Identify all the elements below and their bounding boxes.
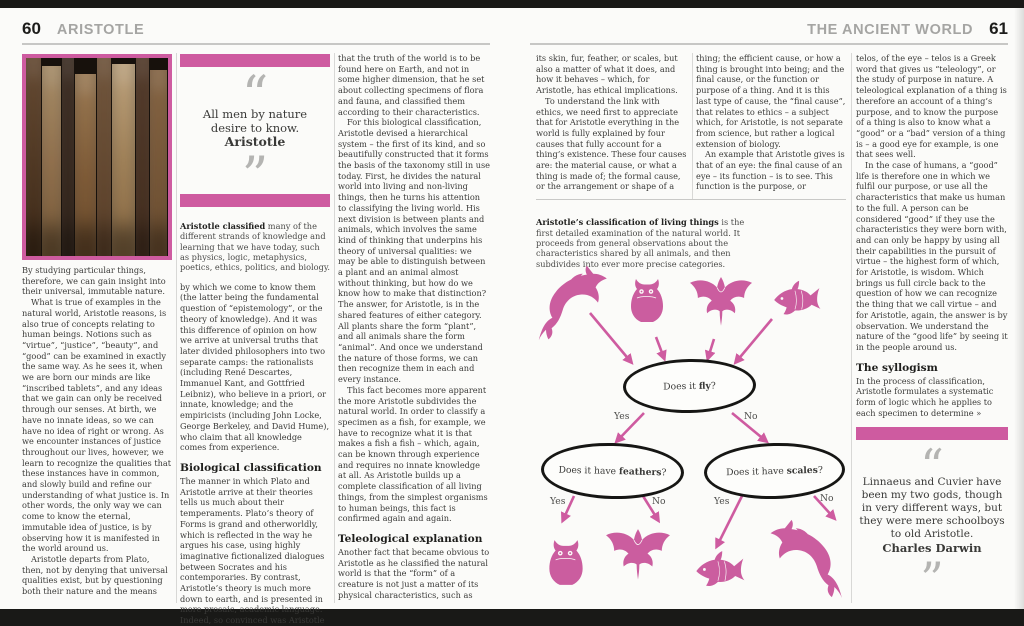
right-page-header bbox=[807, 19, 1008, 39]
body-paragraph: that the truth of the world is to be found here on Earth, and not in some higher dimension, that he set about collecting specimens of flora and fauna, and classified them according to their characteristics. bbox=[338, 53, 485, 117]
label-no: No bbox=[744, 411, 758, 422]
darwin-quote-text: Linnaeus and Cuvier have been my two gods, though in very different ways, but they were mere schoolboys to old Aristotle. bbox=[859, 475, 1005, 540]
body-paragraph: By studying particular things, therefore, we can gain insight into their universal, immutable nature. bbox=[22, 265, 166, 297]
body-paragraph: To understand the link with ethics, we need first to appreciate that for Aristotle everything in the world is fully explained by four causes that fully account for a thing’s existence. These four causes are: the material cause, or what a thing is made of; the formal cause, or the arrangement or shape of a bbox=[536, 95, 687, 192]
body-paragraph: An example that Aristotle gives is that of an eye: the final cause of an eye – its function – is to see. This function is the purpose, or bbox=[696, 149, 845, 192]
body-paragraph: Another fact that became obvious to Aristotle as he classified the natural world is that the “form” of a creature is not just a matter of its physical characteristics, such as bbox=[338, 546, 490, 600]
column-divider bbox=[851, 53, 852, 603]
quote-open-icon: “ bbox=[241, 67, 269, 105]
decision-node-scales: Does it have scales? bbox=[703, 441, 845, 501]
column-divider bbox=[176, 53, 177, 603]
fish-icon bbox=[676, 543, 762, 597]
caption-rule bbox=[536, 199, 846, 200]
darwin-quote-box bbox=[856, 427, 1008, 592]
owl-icon bbox=[540, 521, 592, 603]
label-yes: Yes bbox=[550, 496, 566, 507]
label-yes: Yes bbox=[614, 411, 630, 422]
quote-open-icon: “ bbox=[920, 439, 944, 474]
left-column-1 bbox=[22, 265, 172, 597]
pink-bar bbox=[856, 427, 1008, 440]
column-divider bbox=[692, 53, 693, 200]
books-photo bbox=[22, 54, 172, 260]
body-paragraph: This fact becomes more apparent the more Aristotle subdivides the natural world. In order to classify a specimen as a fish, for example, we have to recognize what it is that makes a fish a fish – which, again, can be known through experience and requires no innate knowledge at all. As Aristotle builds up a complete classification of all living things, from the simplest organisms to human beings, this fact is confirmed again and again. bbox=[338, 384, 488, 524]
diagram-caption: Aristotle’s classification of living things is the first detailed examination of the natural world. It proceeds from general observations about the characteristics shared by all animals, and then subdivides into ever more precise categories. bbox=[536, 217, 745, 269]
quote-close-icon: ” bbox=[920, 553, 944, 592]
section-title-right: THE ANCIENT WORLD bbox=[807, 22, 974, 38]
subheading-the-syllogism: The syllogism bbox=[856, 361, 938, 374]
book-spine bbox=[75, 74, 96, 256]
pink-bar bbox=[180, 54, 330, 67]
image-caption: Aristotle classified many of the different strands of knowledge and learning that we have today, such as physics, logic, metaphysics, poetics, ethics, politics, and biology. bbox=[180, 220, 330, 273]
body-paragraph: by which we come to know them (the latter being the fundamental question of “epistemology”, or the theory of knowledge). And it was this difference of opinion on how we arrive at universal truths that later divided philosophers into two separate camps: the rationalists (including René Descartes, Immanuel Kant, and Gottfried Leibniz), who believe in a priori, or innate, knowledge; and the empiricists (including John Locke, George Berkeley, and David Hume), who claim that all knowledge comes from experience. bbox=[180, 281, 330, 453]
quote-close-icon: ” bbox=[241, 147, 269, 190]
book-spine bbox=[112, 64, 135, 256]
caption-lead: Aristotle classified bbox=[180, 220, 266, 231]
body-paragraph: For this biological classification, Aristotle devised a hierarchical system – the first of its kind, and so beautifully constructed that it forms the basis of the taxonomy still in use today. First, he divides the natural world into living and non-living things, then he turns his attention to classifying the living world. His next division is between plants and animals, which involves the same kind of thinking that underpins his theory of universal qualities: we may be able to distinguish between a plant and an animal almost without thinking, but how do we know how to make that distinction? The answer, for Aristotle, is in the shared features of either category. All plants share the form “plant”, and all animals share the form “animal”. And once we understand the nature of those forms, we can then recognize them in each and every instance. bbox=[338, 117, 491, 385]
right-column-1 bbox=[536, 53, 688, 192]
right-column-2 bbox=[696, 53, 846, 192]
body-paragraph: The manner in which Plato and Aristotle arrive at their theories tells us much about their temperaments. Plato’s theory of Forms is grand and otherworldly, which is reflected in the way he argues his case, using highly imaginative fictionalized dialogues between Socrates and his contemporaries. By contrast, Aristotle’s theory is much more down to earth, and is presented in more prosaic, academic language. Indeed, so convinced was Aristotle bbox=[180, 475, 325, 626]
dolphin-icon bbox=[762, 519, 848, 603]
pink-bar bbox=[180, 194, 330, 207]
body-paragraph: What is true of examples in the natural world, Aristotle reasons, is also true of concepts relating to human beings. Notions such as “virtue”, “justice”, “beauty”, and “good” can be examined in exactly the same way. As he sees it, when we are born our minds are like “inscribed tablets”, and any ideas that we gain can only be received through our senses. At birth, we have no innate ideas, so we can have no idea of right or wrong. As we encounter instances of justice throughout our lives, however, we learn to recognize the qualities that these instances have in common, and slowly build and refine our understanding of what justice is. In other words, the only way we can come to know the eternal, immutable idea of justice, is by observing how it is manifested in the world around us. bbox=[22, 297, 172, 554]
book-spine bbox=[26, 58, 41, 256]
body-paragraph: In the process of classification, Aristotle formulates a systematic form of logic which he applies to each specimen to determine » bbox=[856, 375, 994, 418]
book-spine bbox=[136, 58, 149, 256]
label-yes: Yes bbox=[714, 496, 730, 507]
header-rule-right bbox=[530, 43, 1008, 45]
header-rule-left bbox=[22, 43, 490, 45]
left-column-3 bbox=[338, 53, 490, 600]
page-number-left: 60 bbox=[22, 19, 41, 38]
decision-node-feathers: Does it have feathers? bbox=[540, 441, 684, 501]
decision-node-fly: Does it fly? bbox=[623, 358, 757, 414]
subheading-teleological-explanation: Teleological explanation bbox=[338, 532, 483, 545]
body-paragraph: In the case of humans, a “good” life is therefore one in which we fulfil our purpose, or use all the characteristics that make us human to the full. A person can be considered “good” if they use the characteristics they were born with, and can only be happy by using all their capabilities in the pursuit of virtue – the highest form of which, for Aristotle, is wisdom. Which brings us full circle back to the question of how we can recognize the thing that we call virtue – and for Aristotle, again, the answer is by observation. We understand the nature of the “good life” by seeing it in the people around us. bbox=[856, 160, 1008, 352]
book-spine bbox=[150, 70, 167, 256]
book-spine bbox=[97, 58, 111, 256]
body-paragraph: Aristotle departs from Plato, then, not by denying that universal qualities exist, but by questioning both their nature and the means bbox=[22, 553, 168, 597]
pull-quote-attribution: Aristotle bbox=[224, 134, 286, 149]
bat-icon bbox=[592, 523, 684, 591]
label-no: No bbox=[652, 496, 666, 507]
label-no: No bbox=[820, 493, 834, 504]
subheading-biological-classification: Biological classification bbox=[180, 461, 322, 474]
column-divider bbox=[334, 53, 335, 603]
body-paragraph: its skin, fur, feather, or scales, but also a matter of what it does, and how it behaves – which, for Aristotle, has ethical implications. bbox=[536, 53, 678, 96]
right-column-3 bbox=[856, 53, 1008, 591]
left-column-2 bbox=[180, 54, 330, 626]
book-spread bbox=[0, 8, 1024, 626]
body-paragraph: thing; the efficient cause, or how a thing is brought into being; and the final cause, or the function or purpose of a thing. And it is this last type of cause, the “final cause”, that relates to ethics – a subject which, for Aristotle, is not separate from science, but rather a logical extension of biology. bbox=[696, 53, 846, 149]
page-number-right: 61 bbox=[989, 19, 1008, 38]
section-title-left: ARISTOTLE bbox=[56, 22, 145, 38]
book-spine bbox=[42, 66, 61, 256]
book-spine bbox=[62, 58, 74, 256]
caption-lead: Aristotle’s classification of living things bbox=[536, 217, 719, 228]
body-paragraph: telos, of the eye – telos is a Greek word that gives us “teleology”, or the study of purpose in nature. A teleological explanation of a thing is therefore an account of a thing’s purpose, and to know the purpose of a thing is also to know what a “good” or a “bad” version of a thing is – a good eye for example, is one that sees well. bbox=[856, 53, 1007, 160]
pull-quote-text: All men by nature desire to know. bbox=[202, 107, 308, 135]
classification-diagram bbox=[528, 263, 848, 609]
left-page-header bbox=[22, 19, 144, 39]
darwin-quote-attribution: Charles Darwin bbox=[882, 540, 982, 555]
pull-quote-box bbox=[180, 54, 330, 207]
